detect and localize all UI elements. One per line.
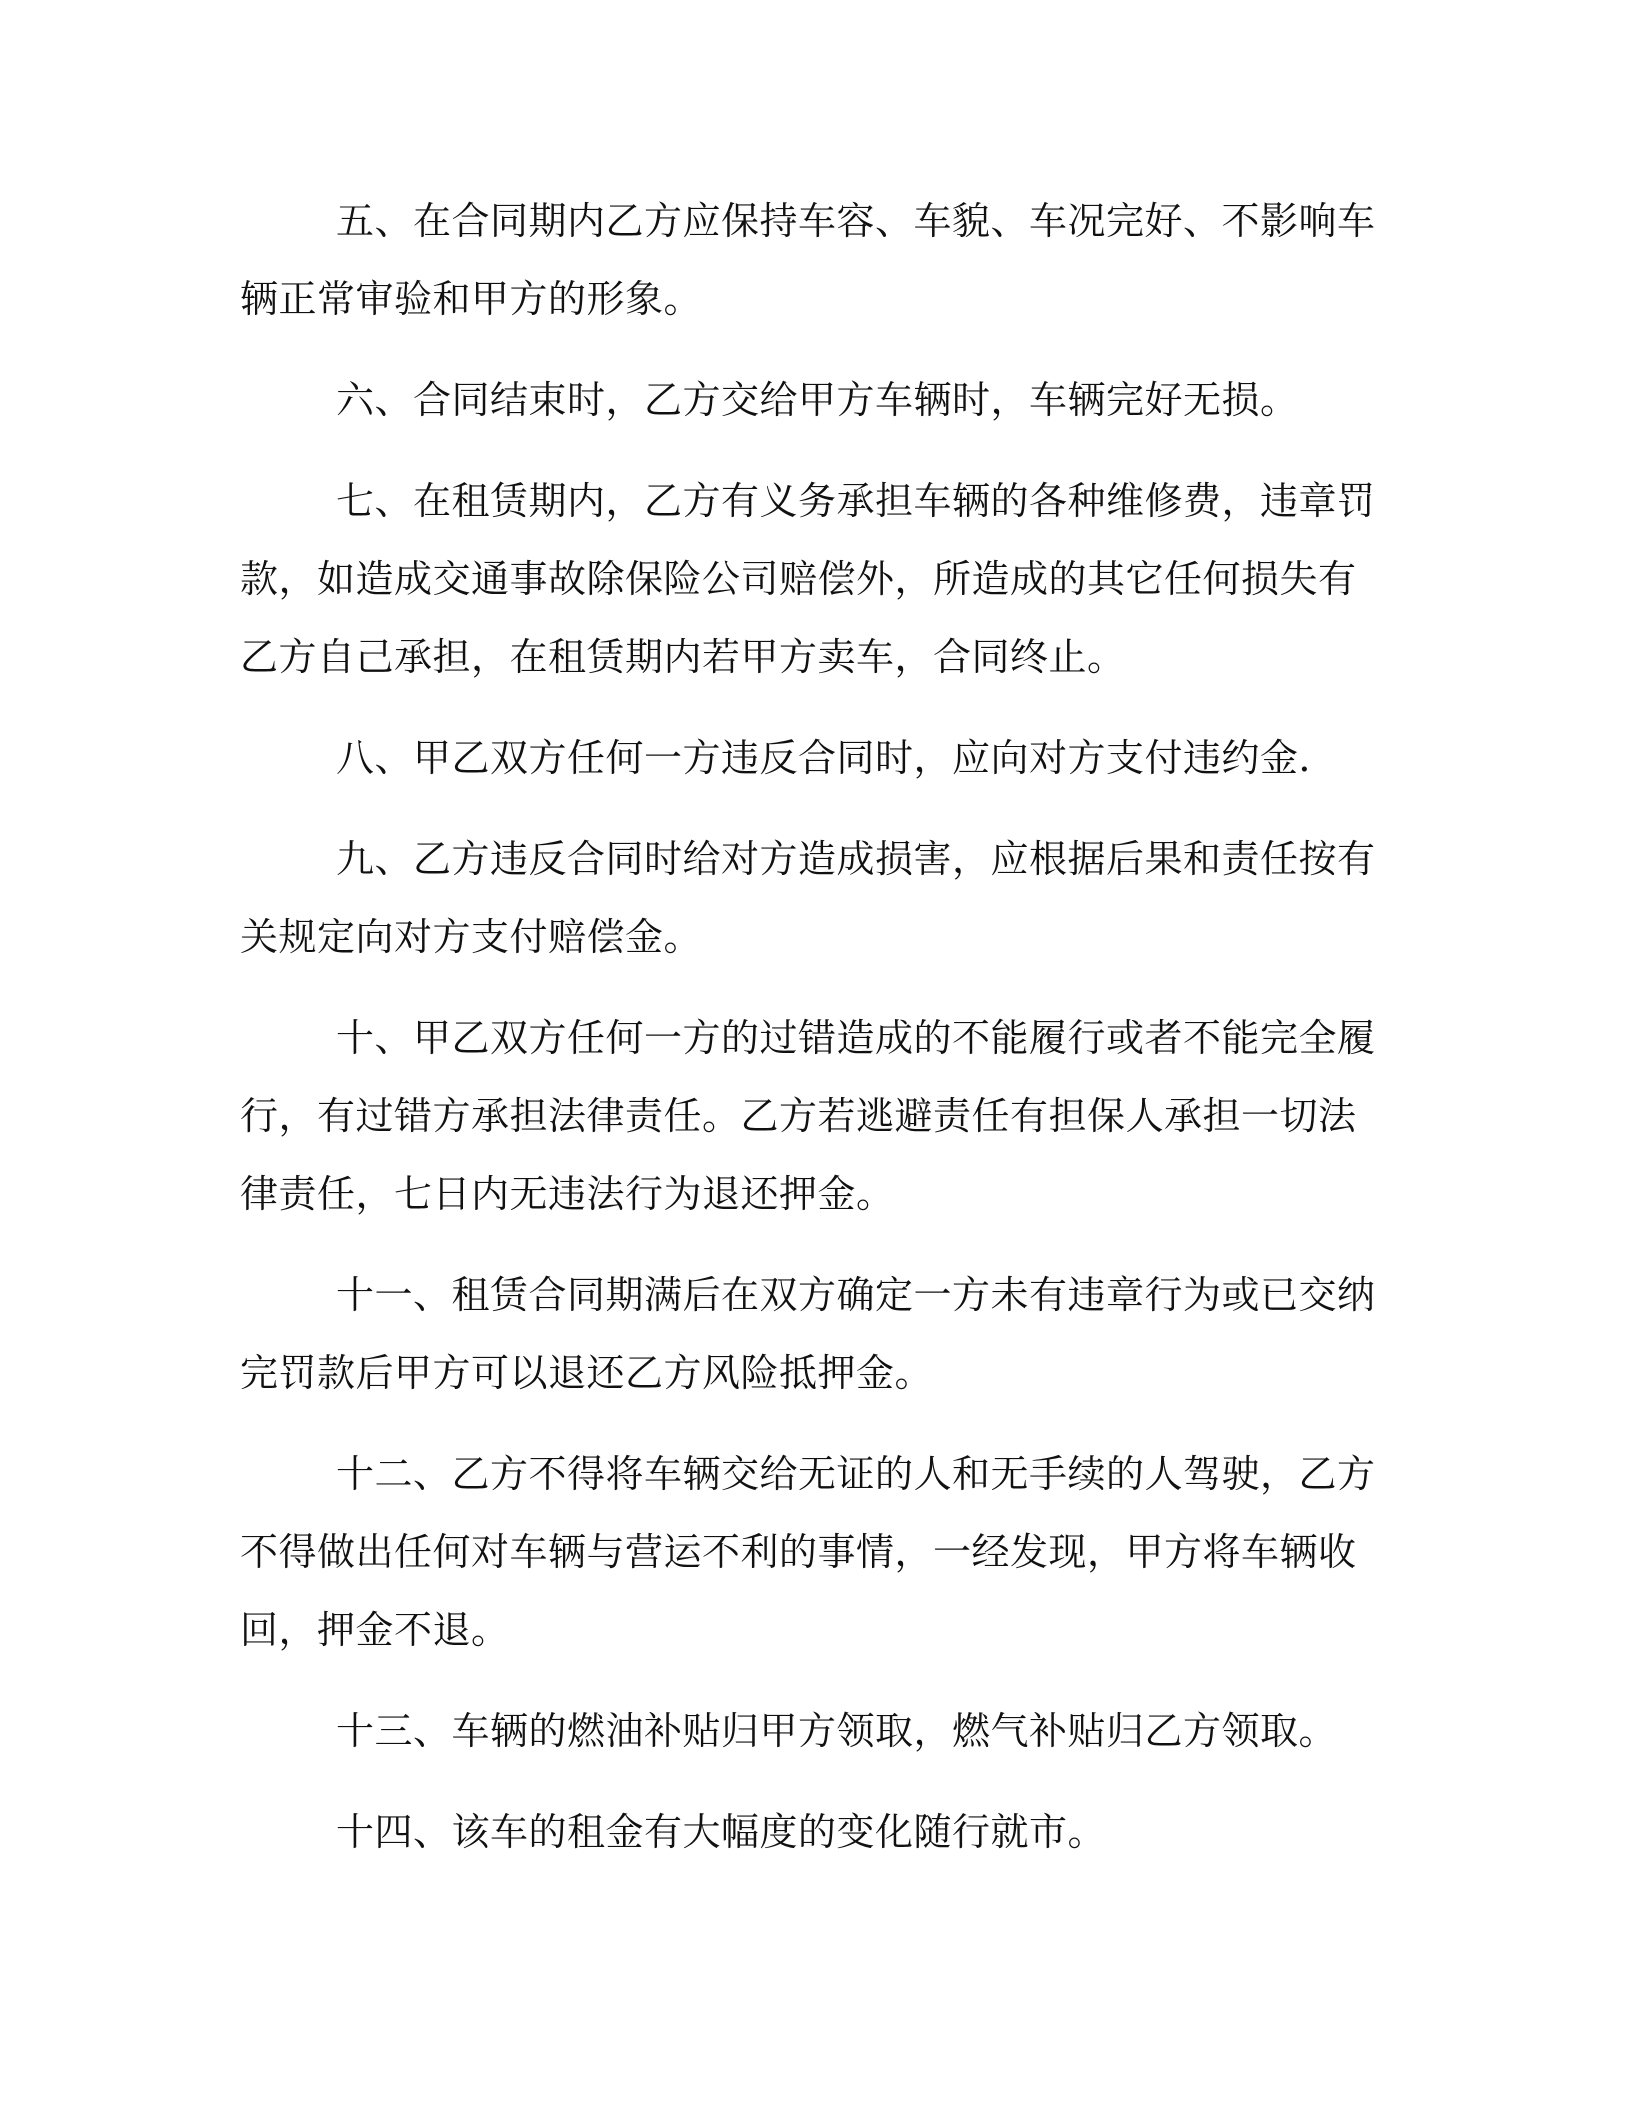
clause-13: 十三、车辆的燃油补贴归甲方领取，燃气补贴归乙方领取。 [336,1709,1338,1753]
clause-5: 五、在合同期内乙方应保持车容、车貌、车况完好、不影响车辆正常审验和甲方的形象。 [240,199,1376,321]
clause-11: 十一、租赁合同期满后在双方确定一方未有违章行为或已交纳完罚款后甲方可以退还乙方风险抵押金。 [240,1273,1376,1395]
clause-10: 十、甲乙双方任何一方的过错造成的不能履行或者不能完全履行，有过错方承担法律责任。乙方若逃避责任有担保人承担一切法律责任，七日内无违法行为退还押金。 [240,1016,1376,1216]
clause-12: 十二、乙方不得将车辆交给无证的人和无手续的人驾驶，乙方不得做出任何对车辆与营运不利的事情，一经发现，甲方将车辆收回，押金不退。 [240,1452,1376,1652]
contract-clauses [240,182,1388,1871]
clause-8: 八、甲乙双方任何一方违反合同时，应向对方支付违约金． [336,736,1338,780]
clause-7: 七、在租赁期内，乙方有义务承担车辆的各种维修费，违章罚款，如造成交通事故除保险公司赔偿外，所造成的其它任何损失有乙方自己承担，在租赁期内若甲方卖车，合同终止。 [240,479,1376,679]
clause-6: 六、合同结束时，乙方交给甲方车辆时，车辆完好无损。 [336,378,1299,422]
clause-9: 九、乙方违反合同时给对方造成损害，应根据后果和责任按有关规定向对方支付赔偿金。 [240,837,1376,959]
clause-14: 十四、该车的租金有大幅度的变化随行就市。 [336,1810,1107,1854]
